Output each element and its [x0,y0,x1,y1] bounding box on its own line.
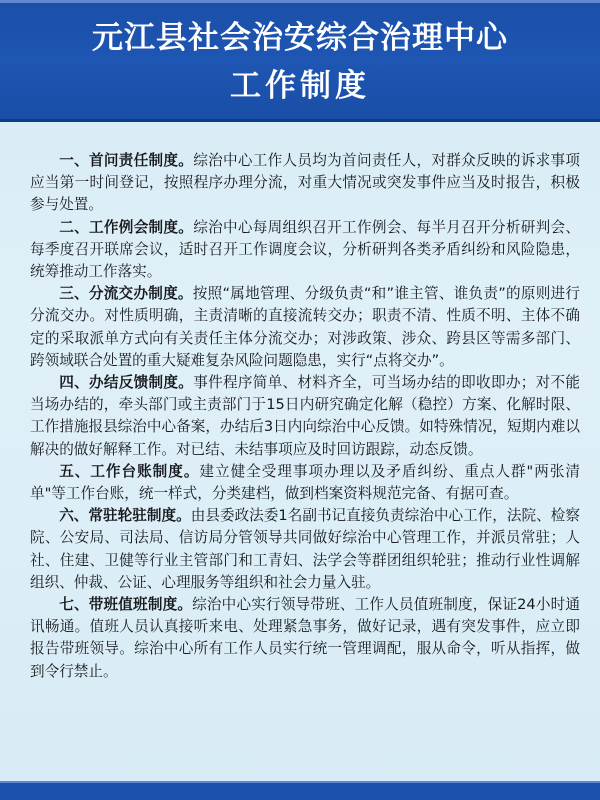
rule-4-heading: 四、办结反馈制度。 [59,374,194,392]
rule-7-text: 综治中心实行领导带班、工作人员值班制度，保证24小时通讯畅通。值班人员认真接听来电、处理紧急事务，做好记录，遇有突发事件，应立即报告带班领导。综治中心所有工作人员实行统一管理调配，服从命令，听从指挥，做到令行禁止。 [30,596,580,680]
rule-3 [30,283,580,372]
page-subtitle: 工作制度 [230,68,370,104]
rule-6-heading: 六、常驻轮驻制度。 [59,507,191,525]
rules-body [30,150,580,683]
rule-5-heading: 五、工作台账制度。 [59,462,200,480]
rule-1 [30,150,580,217]
rule-2 [30,217,580,284]
header-banner [0,0,600,122]
rule-2-text: 综治中心每周组织召开工作例会、每半月召开分析研判会、每季度召开联席会议，适时召开工作调度会议，分析研判各类矛盾纠纷和风险隐患，统筹推动工作落实。 [30,218,580,281]
rule-5-text: 建立健全受理事项办理以及矛盾纠纷、重点人群"两张清单"等工作台账，统一样式，分类建档，做到档案资料规范完备、有据可查。 [30,462,580,503]
header-bottom-rule [0,119,600,122]
header-top-rule [0,0,600,3]
rule-4 [30,372,580,461]
rule-7-heading: 七、带班值班制度。 [59,596,193,614]
page-title: 元江县社会治安综合治理中心 [92,20,508,56]
rule-2-heading: 二、工作例会制度。 [59,218,194,236]
rule-3-text: 按照“属地管理、分级负责“和”谁主管、谁负责”的原则进行分流交办。对性质明确，主责清晰的直接流转交办；职责不清、性质不明、主体不确定的采取派单方式向有关责任主体分流交办；对涉政策、涉众、跨县区等需多部门、跨领域联合处置的重大疑难复杂风险问题隐患，实行“点将交办”。 [30,285,580,369]
footer-rule [0,781,600,783]
rule-1-heading: 一、首问责任制度。 [59,152,194,169]
rule-1-text: 综治中心工作人员均为首问责任人，对群众反映的诉求事项应当第一时间登记，按照程序办理分流，对重大情况或突发事件应当及时报告，积极参与处置。 [30,152,580,214]
footer-band [0,781,600,800]
rule-6-text: 由县委政法委1名副书记直接负责综治中心工作，法院、检察院、公安局、司法局、信访局分管领导共同做好综治中心管理工作，并派员常驻；人社、住建、卫健等行业主管部门和工青妇、法学会等群团组织轮驻；推动行业性调解组织、仲裁、公证、心理服务等组织和社会力量入驻。 [30,507,580,591]
rule-3-heading: 三、分流交办制度。 [59,285,193,303]
rule-5 [30,461,580,505]
rule-4-text: 事件程序简单、材料齐全，可当场办结的即收即办；对不能当场办结的，牵头部门或主责部门于15日内研究确定化解（稳控）方案、化解时限、工作措施报县综治中心备案，办结后3日内向综治中心反馈。如特殊情况，短期内难以解决的做好解释工作。对已结、未结事项应及时回访跟踪，动态反馈。 [30,374,580,458]
rule-7 [30,594,580,683]
rule-6 [30,505,580,594]
